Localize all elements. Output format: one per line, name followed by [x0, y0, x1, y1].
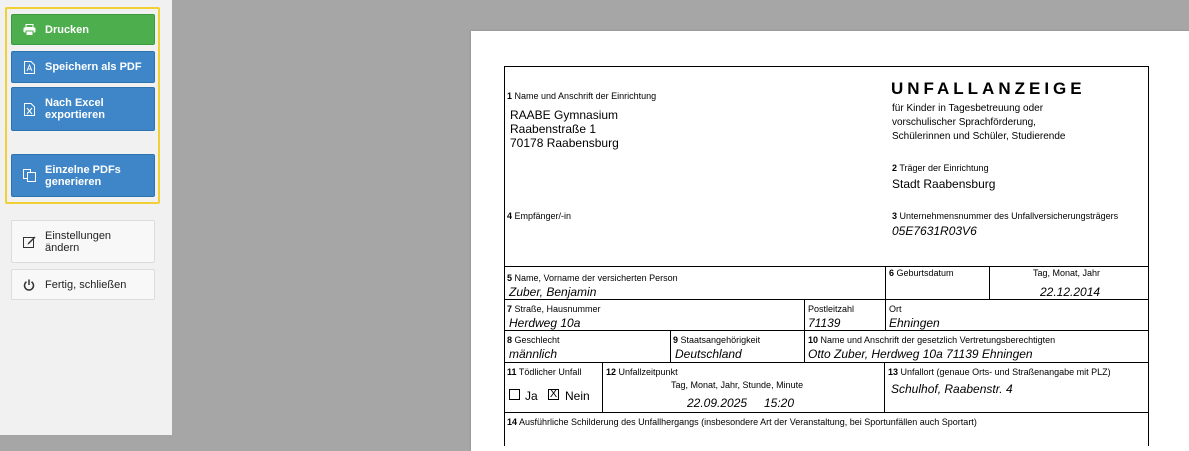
field-10-label: 10 Name und Anschrift der gesetzlich Vertretungsberechtigten: [808, 335, 1056, 345]
divider: [602, 362, 603, 412]
field-14-label: 14 Ausführliche Schilderung des Unfallhergangs (insbesondere Art der Veranstaltung, bei Sportunfällen auch Sportart): [507, 417, 977, 427]
carrier-value: Stadt Raabensburg: [892, 177, 996, 191]
field-5-label: 5 Name, Vorname der versicherten Person: [507, 273, 678, 283]
company-number-value: 05E7631R03V6: [892, 224, 977, 238]
field-3-label: 3 Unternehmensnummer des Unfallversicherungsträgers: [892, 211, 1119, 221]
field-9-label: 9 Staatsangehörigkeit: [673, 335, 761, 345]
accident-date-value: 22.09.2025: [687, 396, 748, 410]
form-subtitle-line2: vorschulischer Sprachförderung,: [892, 117, 1036, 128]
pdf-file-icon: [22, 60, 36, 74]
birthdate-value: 22.12.2014: [1040, 285, 1101, 299]
multiple-files-icon: [22, 169, 36, 183]
divider: [504, 412, 1149, 413]
form-subtitle-line3: Schülerinnen und Schüler, Studierende: [892, 131, 1066, 142]
nationality-value: Deutschland: [675, 347, 742, 361]
export-excel-label-line2: exportieren: [45, 109, 105, 121]
printer-icon: [22, 23, 36, 37]
institution-city: 70178 Raabensburg: [510, 136, 619, 150]
fatal-yes-checkbox[interactable]: [509, 389, 520, 400]
divider: [989, 266, 990, 299]
guardian-value: Otto Zuber, Herdweg 10a 71139 Ehningen: [808, 347, 1033, 361]
divider: [504, 299, 1149, 300]
print-label: Drucken: [45, 23, 90, 36]
accident-time-sublabel: Tag, Monat, Jahr, Stunde, Minute: [671, 380, 804, 390]
divider: [885, 299, 886, 330]
done-close-button[interactable]: [11, 269, 155, 300]
street-value: Herdweg 10a: [509, 316, 581, 330]
institution-street: Raabenstraße 1: [510, 122, 597, 136]
sidebar: [0, 0, 172, 435]
save-pdf-label: Speichern als PDF: [45, 61, 142, 73]
postal-code-label: Postleitzahl: [808, 304, 855, 314]
divider: [884, 362, 885, 412]
close-label: Fertig, schließen: [45, 278, 127, 291]
field-12-label: 12 Unfallzeitpunkt: [606, 367, 678, 377]
print-button[interactable]: [11, 14, 155, 45]
change-settings-button[interactable]: [11, 220, 155, 263]
field-11-label: 11 Tödlicher Unfall: [507, 367, 582, 377]
field-8-label: 8 Geschlecht: [507, 335, 560, 345]
field-13-label: 13 Unfallort (genaue Orts- und Straßenangabe mit PLZ): [888, 367, 1111, 377]
accident-report-form: [504, 66, 1149, 446]
field-4-label: 4 Empfänger/-in: [507, 211, 572, 221]
generate-single-pdfs-button[interactable]: [11, 154, 155, 197]
form-subtitle-line1: für Kinder in Tagesbetreuung oder: [892, 103, 1044, 114]
export-excel-label-line1: Nach Excel: [45, 97, 104, 109]
accident-time-value: 15:20: [764, 396, 795, 410]
insured-name-value: Zuber, Benjamin: [509, 285, 597, 299]
field-6-label: 6 Geburtsdatum: [889, 268, 954, 278]
institution-name: RAABE Gymnasium: [510, 108, 619, 122]
divider: [885, 266, 886, 299]
birthdate-sublabel: Tag, Monat, Jahr: [1033, 268, 1101, 278]
single-pdfs-label-line1: Einzelne PDFs: [45, 163, 121, 176]
divider: [504, 266, 1149, 267]
accident-location-value: Schulhof, Raabenstr. 4: [891, 382, 1013, 396]
postal-code-value: 71139: [808, 316, 841, 330]
settings-label-line2: ändern: [45, 241, 80, 254]
divider: [670, 330, 671, 362]
single-pdfs-label-line2: generieren: [45, 175, 102, 188]
fatal-no-checkbox[interactable]: X: [549, 388, 558, 400]
power-icon: [22, 278, 36, 292]
save-pdf-button[interactable]: [11, 51, 155, 83]
export-excel-button[interactable]: [11, 87, 155, 131]
settings-label-line1: Einstellungen: [45, 229, 112, 242]
city-label: Ort: [889, 304, 902, 314]
excel-file-icon: [22, 102, 36, 116]
edit-icon: [22, 235, 36, 249]
divider: [804, 299, 805, 362]
gender-value: männlich: [509, 347, 558, 361]
field-7-label: 7 Straße, Hausnummer: [507, 304, 601, 314]
form-title: UNFALLANZEIGE: [891, 79, 1086, 98]
field-2-label: 2 Träger der Einrichtung: [892, 163, 989, 173]
fatal-yes-label: Ja: [525, 389, 538, 403]
divider: [504, 362, 1149, 363]
fatal-no-label: Nein: [565, 389, 590, 403]
field-1-label: 1 Name und Anschrift der Einrichtung: [507, 91, 657, 101]
city-value: Ehningen: [889, 316, 940, 330]
divider: [504, 330, 1149, 331]
